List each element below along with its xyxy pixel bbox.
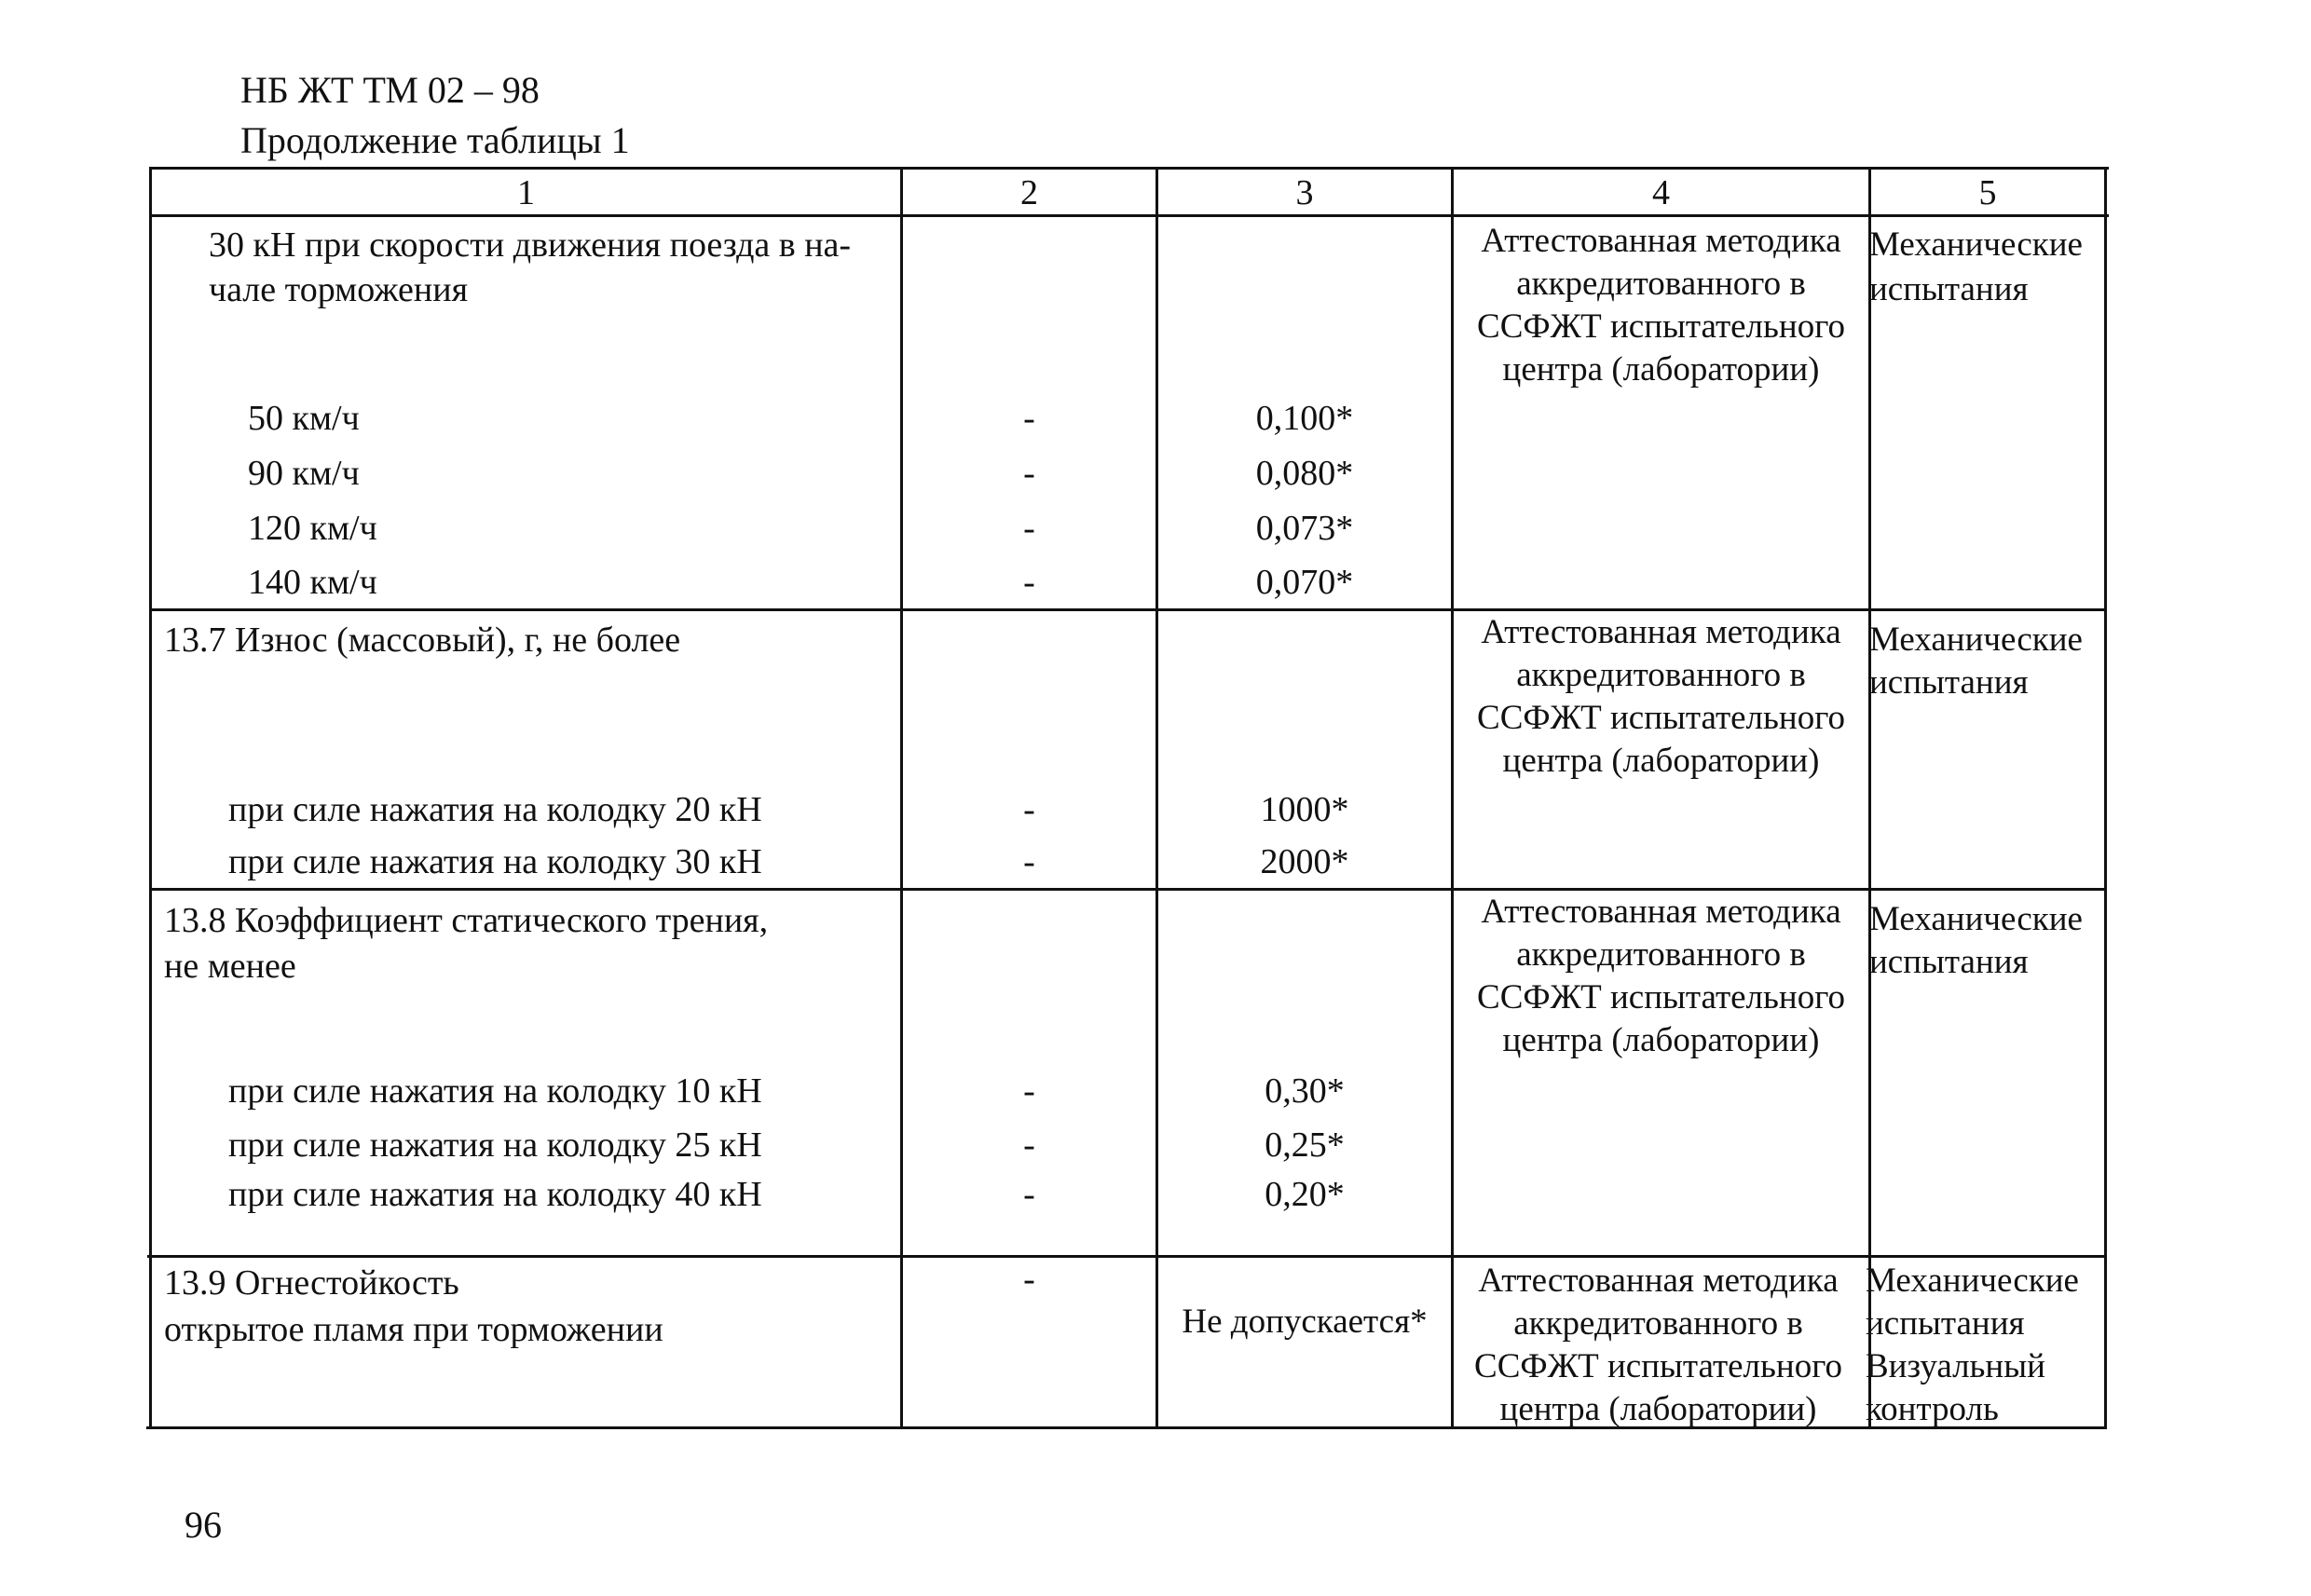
page-number: 96: [185, 1504, 222, 1546]
table-border-right: [2104, 167, 2107, 1429]
table-continuation-caption: Продолжение таблицы 1: [240, 119, 630, 161]
col-divider-4-5: [1868, 167, 1871, 1429]
column-number-3: 3: [1295, 173, 1314, 212]
column-number-4: 4: [1652, 173, 1670, 212]
block4-col3-value: Не допускается*: [1182, 1303, 1428, 1341]
block4-col2-value: -: [1023, 1260, 1035, 1299]
column-number-1: 1: [517, 173, 535, 212]
header-row-bottom: [151, 214, 2109, 217]
table-border-top: [151, 167, 2109, 170]
document-code: НБ ЖТ ТМ 02 – 98: [240, 69, 540, 111]
table-border-left: [149, 167, 152, 1429]
column-number-5: 5: [1978, 173, 1997, 212]
column-number-2: 2: [1020, 173, 1038, 212]
